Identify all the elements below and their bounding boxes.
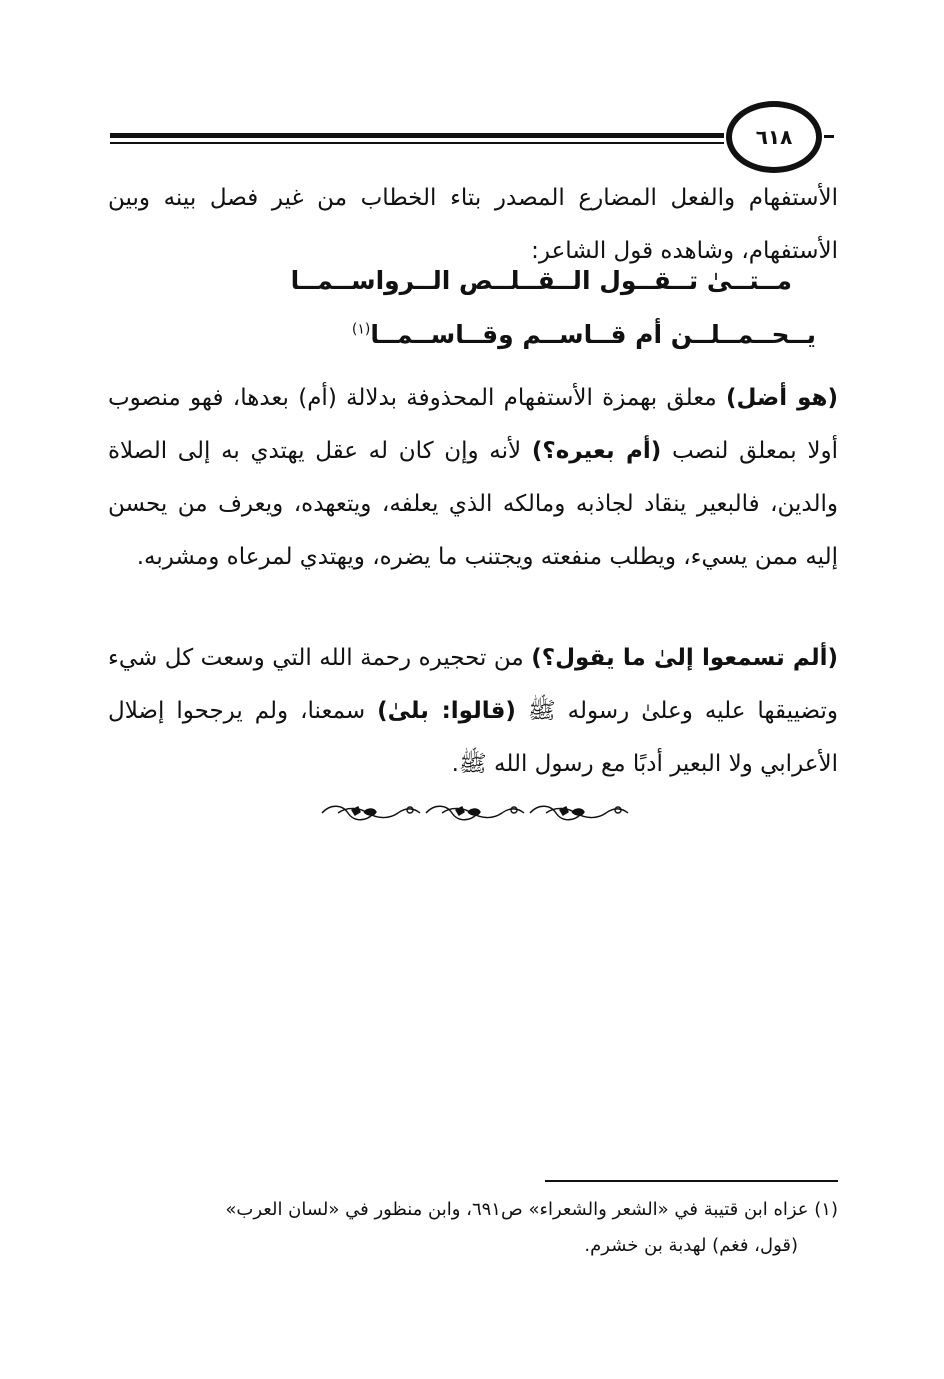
page-number: ٦١٨: [755, 125, 793, 149]
paragraph-1-text-b: لأنه وإن كان له عقل يهتدي به إلى الصلاة والدين، فالبعير ينقاد لجاذبه ومالكه الذي يعلفه، ويتعهده، ويعرف من يحسن إليه ممن يسيء، ويطلب منفعته ويجتنب ما يضره، ويهتدي لمرعاه ومشربه.: [108, 438, 838, 570]
page-number-badge: [726, 101, 822, 173]
paragraph-2: [108, 632, 838, 791]
paragraph-2-text: [108, 632, 838, 791]
floral-motif-center: [426, 806, 524, 820]
floral-motif-left: [322, 806, 420, 820]
verse-line-1: [291, 266, 792, 295]
paragraph-1-quote: (أم بعيره؟): [531, 438, 662, 464]
paragraph-1-lead: (هو أضل): [725, 385, 839, 411]
verse-line-2: [352, 320, 816, 349]
paragraph-2-text-b: سمعنا، ولم يرجحوا إضلال الأعرابي ولا البعير أدبًا مع رسول الله ﷺ.: [108, 698, 838, 777]
footnote-block: [108, 1192, 838, 1264]
paragraph-1: [108, 372, 838, 584]
paragraph-2-lead: (ألم تسمعوا إلىٰ ما يقول؟): [531, 645, 838, 671]
floral-motif-right: [530, 806, 628, 820]
intro-block: [108, 172, 838, 278]
footnote-separator: [545, 1180, 838, 1182]
verse-line-1-text: مــتــىٰ تــقــول الــقــلــص الــرواســمــا: [290, 266, 792, 295]
verse-line-2-text: يــحــمــلــن أم قــاســم وقــاســمــا: [370, 320, 816, 349]
header-rule-thin: [110, 142, 724, 144]
paragraph-2-text-a: من تحجيره رحمة الله التي وسعت كل شيء وتضييقها عليه وعلىٰ رسوله ﷺ: [108, 645, 838, 724]
floral-divider-icon: [318, 800, 632, 826]
paragraph-2-quote: (قالوا: بلىٰ): [377, 698, 516, 724]
footnote-1-line-2: (قول، فغم) لهدبة بن خشرم.: [584, 1235, 798, 1256]
intro-paragraph: الأستفهام والفعل المضارع المصدر بتاء الخطاب من غير فصل بينه وبين الأستفهام، وشاهده قول الشاعر:: [108, 185, 838, 264]
paragraph-1-text-a: معلق بهمزة الأستفهام المحذوفة بدلالة (أم) بعدها، فهو منصوب أولا بمعلق لنصب: [108, 385, 839, 464]
paragraph-1-text: [108, 372, 838, 584]
header-rule-right: [824, 135, 834, 138]
footnote-1-line-1: (١) عزاه ابن قتيبة في «الشعر والشعراء» ص٦٩١، وابن منظور في «لسان العرب»: [225, 1199, 838, 1220]
header-rule: [110, 133, 724, 138]
footnote-reference: (١): [351, 321, 371, 338]
